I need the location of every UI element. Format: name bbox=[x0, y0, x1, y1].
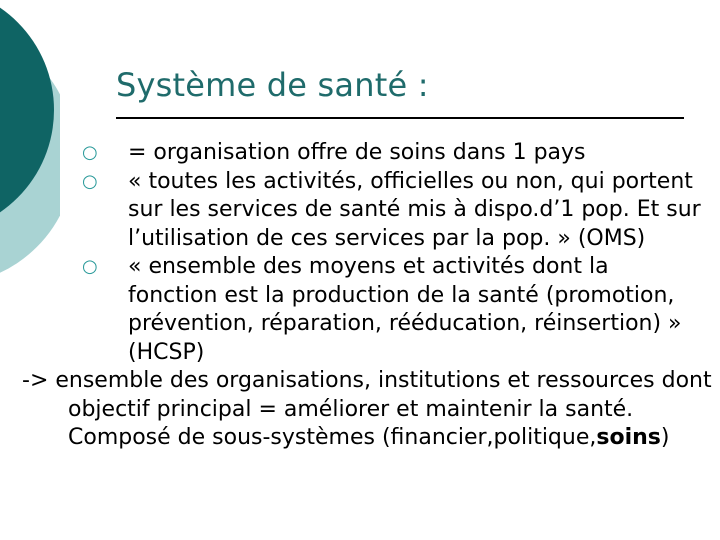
hollow-circle-bullet-icon: ○ bbox=[82, 170, 98, 192]
slide-body bbox=[22, 139, 712, 453]
bullet-text: « ensemble des moyens et activités dont la fonction est la production de la santé (promotion, prévention, réparation, rééducation, réinsertion) » (HCSP) bbox=[128, 254, 682, 365]
arrow-paragraph-bold: soins bbox=[596, 425, 661, 450]
arrow-paragraph-text: -> ensemble des organisations, institutions et ressources dont objectif principal = améliorer et maintenir la santé. Composé de sous-systèmes (financier,politique, bbox=[22, 368, 712, 450]
bullet-item-3 bbox=[82, 253, 702, 367]
decorative-circles bbox=[0, 0, 60, 290]
bullet-item-1 bbox=[82, 139, 702, 168]
arrow-paragraph-suffix: ) bbox=[660, 425, 670, 450]
hollow-circle-bullet-icon: ○ bbox=[82, 142, 98, 163]
title-underline bbox=[116, 117, 684, 119]
arrow-paragraph bbox=[22, 367, 720, 453]
slide-title: Système de santé : bbox=[116, 66, 429, 104]
bullet-item-2 bbox=[82, 168, 702, 254]
hollow-circle-bullet-icon: ○ bbox=[82, 256, 98, 277]
bullet-text: « toutes les activités, officielles ou non, qui portent sur les services de santé mis à dispo.d’1 pop. Et sur l’utilisation de ces services par la pop. » (OMS) bbox=[128, 168, 701, 251]
bullet-text: = organisation offre de soins dans 1 pays bbox=[128, 140, 586, 165]
